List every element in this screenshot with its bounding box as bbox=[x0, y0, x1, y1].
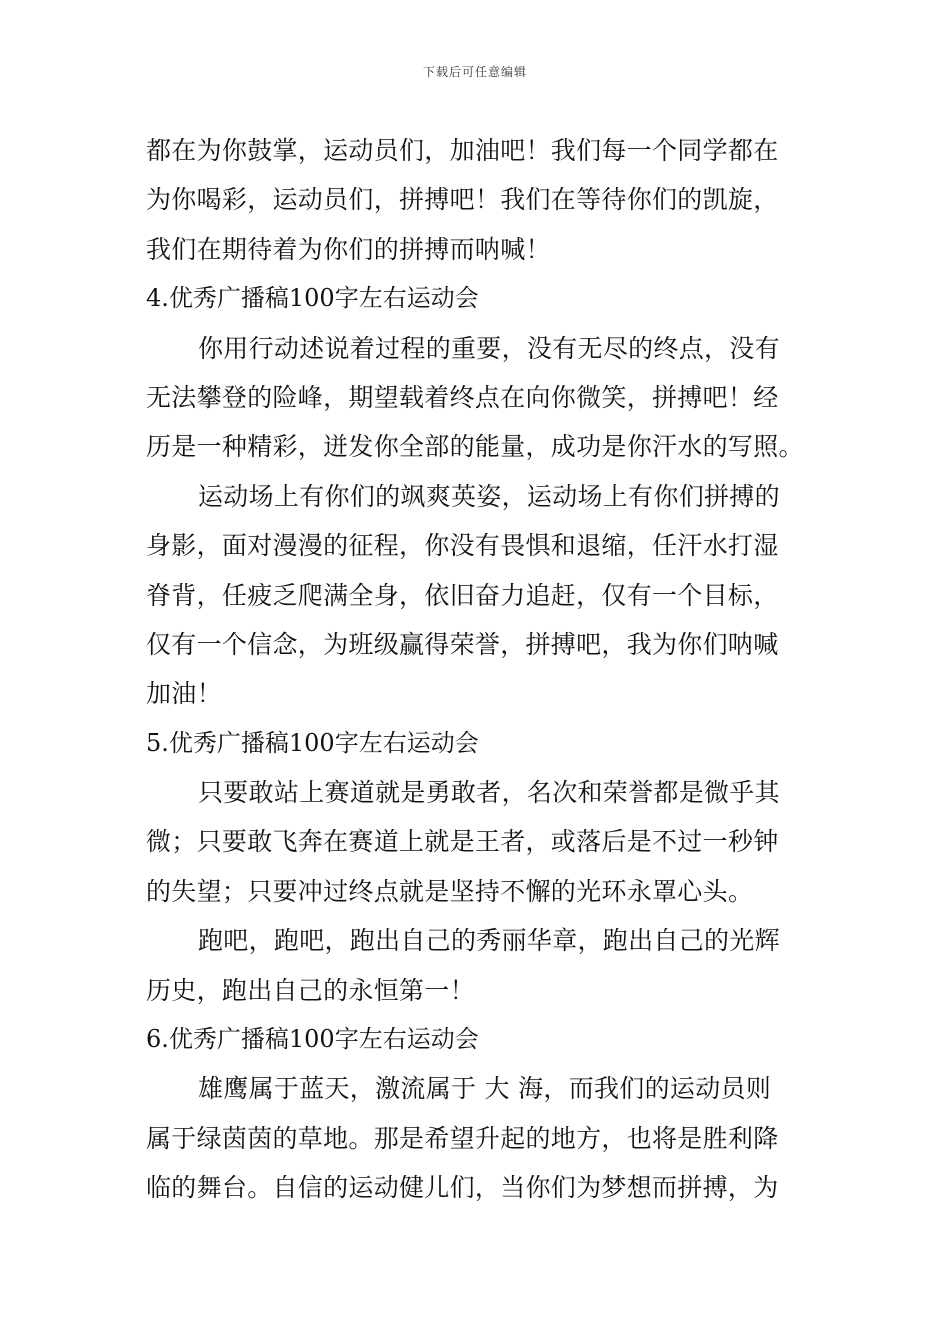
text-line-16: 的失望；只要冲过终点就是坚持不懈的光环永罩心头。 bbox=[146, 876, 754, 906]
text-line-10: 脊背，任疲乏爬满全身，依旧奋力追赶，仅有一个目标， bbox=[146, 580, 779, 610]
text-line-8: 运动场上有你们的飒爽英姿，运动场上有你们拼搏的 bbox=[198, 481, 780, 511]
text-line-11: 仅有一个信念，为班级赢得荣誉，拼搏吧，我为你们呐喊 bbox=[146, 629, 779, 659]
text-line-9: 身影，面对漫漫的征程，你没有畏惧和退缩，任汗水打湿 bbox=[146, 531, 779, 561]
text-line-15: 微；只要敢飞奔在赛道上就是王者，或落后是不过一秒钟 bbox=[146, 827, 779, 857]
text-line-20: 雄鹰属于蓝天，激流属于 大 海，而我们的运动员则 bbox=[198, 1074, 772, 1104]
text-line-12: 加油！ bbox=[146, 679, 222, 709]
text-line-7: 历是一种精彩，迸发你全部的能量，成功是你汗水的写照。 bbox=[146, 432, 804, 462]
document-body bbox=[146, 126, 810, 1213]
section-heading-6: 6.优秀广播稿100字左右运动会 bbox=[146, 1025, 479, 1054]
text-line-22: 临的舞台。自信的运动健儿们，当你们为梦想而拼搏，为 bbox=[146, 1173, 779, 1203]
text-line-6: 无法攀登的险峰，期望载着终点在向你微笑，拼搏吧！经 bbox=[146, 382, 779, 412]
text-line-17: 跑吧，跑吧，跑出自己的秀丽华章，跑出自己的光辉 bbox=[198, 926, 780, 956]
text-line-18: 历史，跑出自己的永恒第一！ bbox=[146, 975, 475, 1005]
section-heading-5: 5.优秀广播稿100字左右运动会 bbox=[146, 728, 479, 757]
text-line-21: 属于绿茵茵的草地。那是希望升起的地方，也将是胜利降 bbox=[146, 1123, 779, 1153]
text-line-14: 只要敢站上赛道就是勇敢者，名次和荣誉都是微乎其 bbox=[198, 778, 780, 808]
text-line-3: 我们在期待着为你们的拼搏而呐喊！ bbox=[146, 234, 551, 264]
text-line-5: 你用行动述说着过程的重要，没有无尽的终点，没有 bbox=[198, 333, 780, 363]
section-heading-4: 4.优秀广播稿100字左右运动会 bbox=[146, 284, 479, 313]
text-line-2: 为你喝彩，运动员们，拼搏吧！我们在等待你们的凯旋， bbox=[146, 185, 779, 215]
text-line-1: 都在为你鼓掌，运动员们，加油吧！我们每一个同学都在 bbox=[146, 136, 779, 165]
page-header-note: 下载后可任意编辑 bbox=[422, 65, 527, 79]
